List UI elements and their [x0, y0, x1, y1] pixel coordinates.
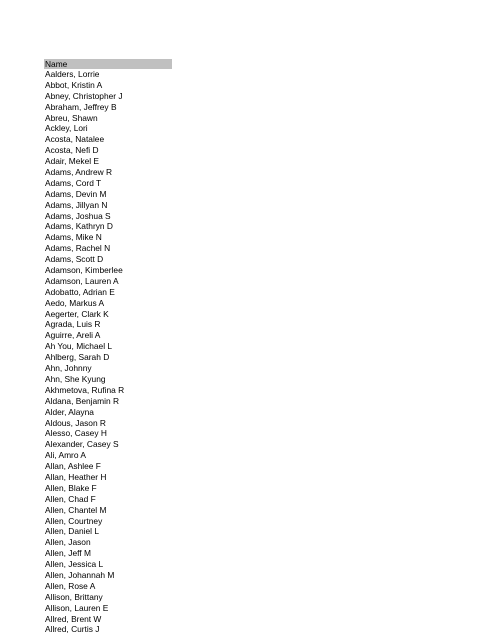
table-row: Allen, Johannah M — [45, 569, 115, 580]
table-row: Adams, Mike N — [45, 232, 102, 243]
table-row: Ahn, Johnny — [45, 363, 92, 374]
table-row: Acosta, Natalee — [45, 134, 105, 145]
table-row: Aguirre, Areli A — [45, 330, 101, 341]
table-row: Allen, Jeff M — [45, 548, 91, 559]
table-row: Allen, Blake F — [45, 482, 97, 493]
name-table — [44, 59, 172, 635]
table-row: Acosta, Nefi D — [45, 145, 99, 156]
table-row: Abreu, Shawn — [45, 112, 98, 123]
table-row: Allred, Brent W — [45, 613, 102, 624]
table-row: Allen, Chad F — [45, 493, 96, 504]
table-row: Adams, Scott D — [45, 254, 104, 265]
table-row: Adamson, Kimberlee — [45, 265, 123, 276]
table-row: Ah You, Michael L — [45, 341, 113, 352]
table-row: Abraham, Jeffrey B — [45, 101, 117, 112]
table-row: Aldous, Jason R — [45, 417, 106, 428]
table-row: Aegerter, Clark K — [45, 308, 109, 319]
table-row: Ackley, Lori — [45, 123, 88, 134]
table-row: Adamson, Lauren A — [45, 275, 119, 286]
table-row: Aldana, Benjamin R — [45, 395, 120, 406]
table-row: Abney, Christopher J — [45, 90, 123, 101]
table-row: Agrada, Luis R — [45, 319, 101, 330]
table-row: Abbot, Kristin A — [45, 79, 103, 90]
table-row: Allan, Heather H — [45, 471, 107, 482]
table-row: Akhmetova, Rufina R — [45, 384, 125, 395]
table-row: Allen, Chantel M — [45, 504, 107, 515]
table-row: Allen, Daniel L — [45, 526, 100, 537]
table-row: Allen, Courtney — [45, 515, 103, 526]
table-row: Adams, Rachel N — [45, 243, 111, 254]
table-row: Alder, Alayna — [45, 406, 94, 417]
table-row: Aedo, Markus A — [45, 297, 105, 308]
table-row: Ahlberg, Sarah D — [45, 352, 110, 363]
table-row: Aalders, Lorrie — [45, 69, 100, 79]
table-row: Ali, Amro A — [45, 450, 86, 461]
table-row: Allan, Ashlee F — [45, 461, 101, 472]
table-row: Adams, Kathryn D — [45, 221, 113, 232]
table-row: Allred, Curtis J — [45, 624, 100, 635]
table-row: Adair, Mekel E — [45, 156, 99, 167]
table-row: Alesso, Casey H — [45, 428, 107, 439]
table-row: Adams, Devin M — [45, 188, 107, 199]
table-row: Allen, Jason — [45, 537, 91, 548]
table-row: Adams, Andrew R — [45, 167, 113, 178]
table-row: Adobatto, Adrian E — [45, 286, 115, 297]
table-row: Alexander, Casey S — [45, 439, 119, 450]
table-row: Allison, Lauren E — [45, 602, 109, 613]
table-row: Allison, Brittany — [45, 591, 103, 602]
column-header-name: Name — [44, 59, 172, 69]
table-row: Ahn, She Kyung — [45, 373, 106, 384]
table-row: Adams, Joshua S — [45, 210, 111, 221]
table-row: Adams, Cord T — [45, 177, 102, 188]
table-row: Allen, Jessica L — [45, 559, 104, 570]
name-list — [44, 69, 172, 635]
table-row: Allen, Rose A — [45, 580, 96, 591]
table-row: Adams, Jillyan N — [45, 199, 108, 210]
